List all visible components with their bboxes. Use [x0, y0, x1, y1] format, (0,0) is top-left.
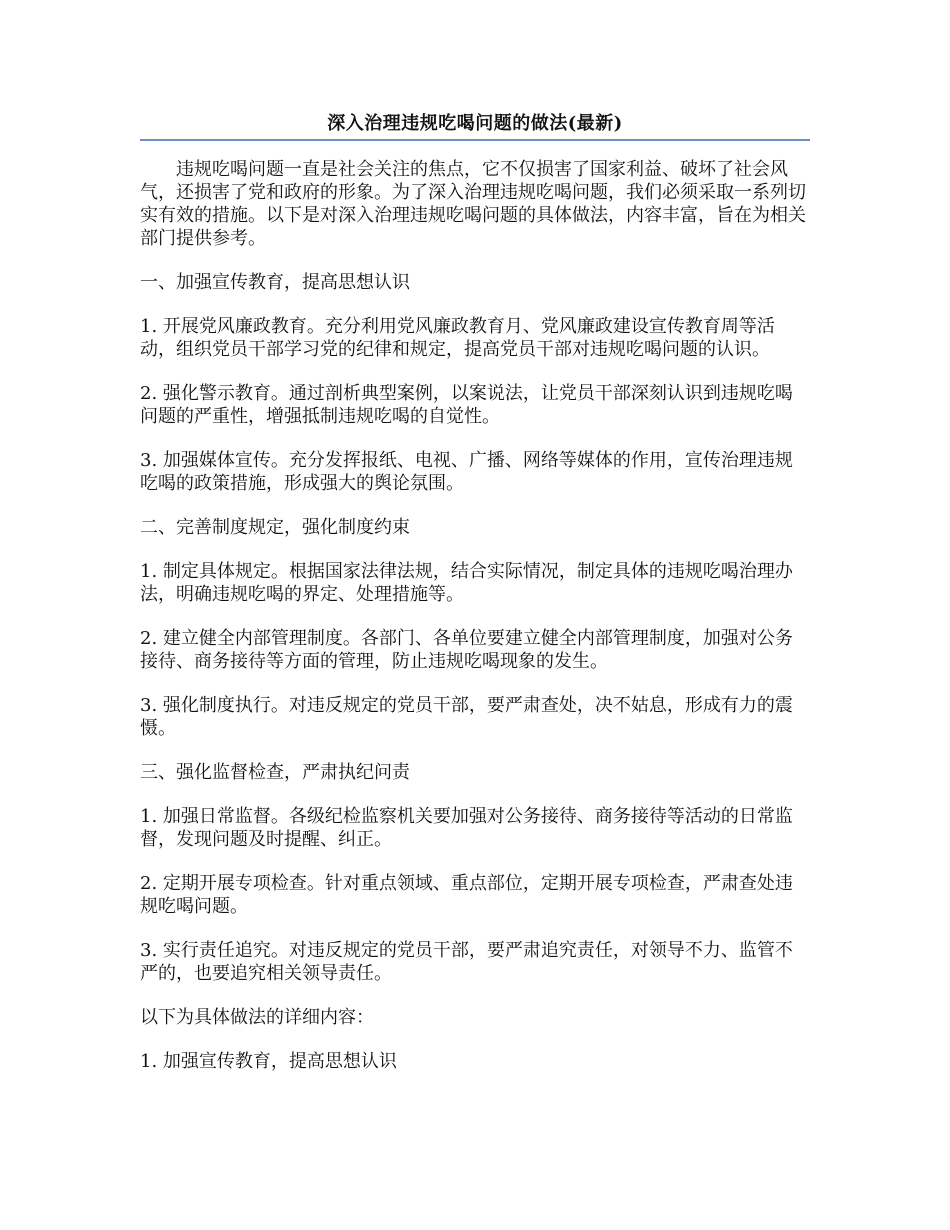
list-item: 1. 制定具体规定。根据国家法律法规，结合实际情况，制定具体的违规吃喝治理办法，明确违规吃喝的界定、处理措施等。: [140, 561, 793, 605]
list-item: 1. 开展党风廉政教育。充分利用党风廉政教育月、党风廉政建设宣传教育周等活动，组织党员干部学习党的纪律和规定，提高党员干部对违规吃喝问题的认识。: [140, 316, 775, 360]
section-heading: 二、完善制度规定，强化制度约束: [140, 517, 410, 538]
list-item: 3. 加强媒体宣传。充分发挥报纸、电视、广播、网络等媒体的作用，宣传治理违规吃喝的政策措施，形成强大的舆论氛围。: [140, 450, 793, 494]
list-item: 2. 强化警示教育。通过剖析典型案例，以案说法，让党员干部深刻认识到违规吃喝问题的严重性，增强抵制违规吃喝的自觉性。: [140, 383, 793, 427]
title-underline: [140, 139, 810, 141]
list-item: 2. 定期开展专项检查。针对重点领域、重点部位，定期开展专项检查，严肃查处违规吃喝问题。: [140, 873, 793, 917]
intro-paragraph: 违规吃喝问题一直是社会关注的焦点，它不仅损害了国家利益、破坏了社会风气，还损害了党和政府的形象。为了深入治理违规吃喝问题，我们必须采取一系列切实有效的措施。以下是对深入治理违规吃喝问题的具体做法，内容丰富，旨在为相关部门提供参考。: [140, 159, 806, 249]
section-heading: 一、加强宣传教育，提高思想认识: [140, 272, 410, 293]
document-body: [140, 158, 810, 1094]
list-item: 2. 建立健全内部管理制度。各部门、各单位要建立健全内部管理制度，加强对公务接待、商务接待等方面的管理，防止违规吃喝现象的发生。: [140, 628, 793, 672]
list-item: 3. 实行责任追究。对违反规定的党员干部，要严肃追究责任，对领导不力、监管不严的，也要追究相关领导责任。: [140, 940, 793, 984]
section-heading: 三、强化监督检查，严肃执纪问责: [140, 762, 410, 783]
document-title: 深入治理违规吃喝问题的做法(最新): [327, 113, 623, 134]
transition-paragraph: 以下为具体做法的详细内容：: [140, 1007, 374, 1028]
list-item: 1. 加强日常监督。各级纪检监察机关要加强对公务接待、商务接待等活动的日常监督，发现问题及时提醒、纠正。: [140, 806, 793, 850]
list-item: 3. 强化制度执行。对违反规定的党员干部，要严肃查处，决不姑息，形成有力的震慑。: [140, 695, 793, 739]
list-item: 1. 加强宣传教育，提高思想认识: [140, 1051, 397, 1072]
